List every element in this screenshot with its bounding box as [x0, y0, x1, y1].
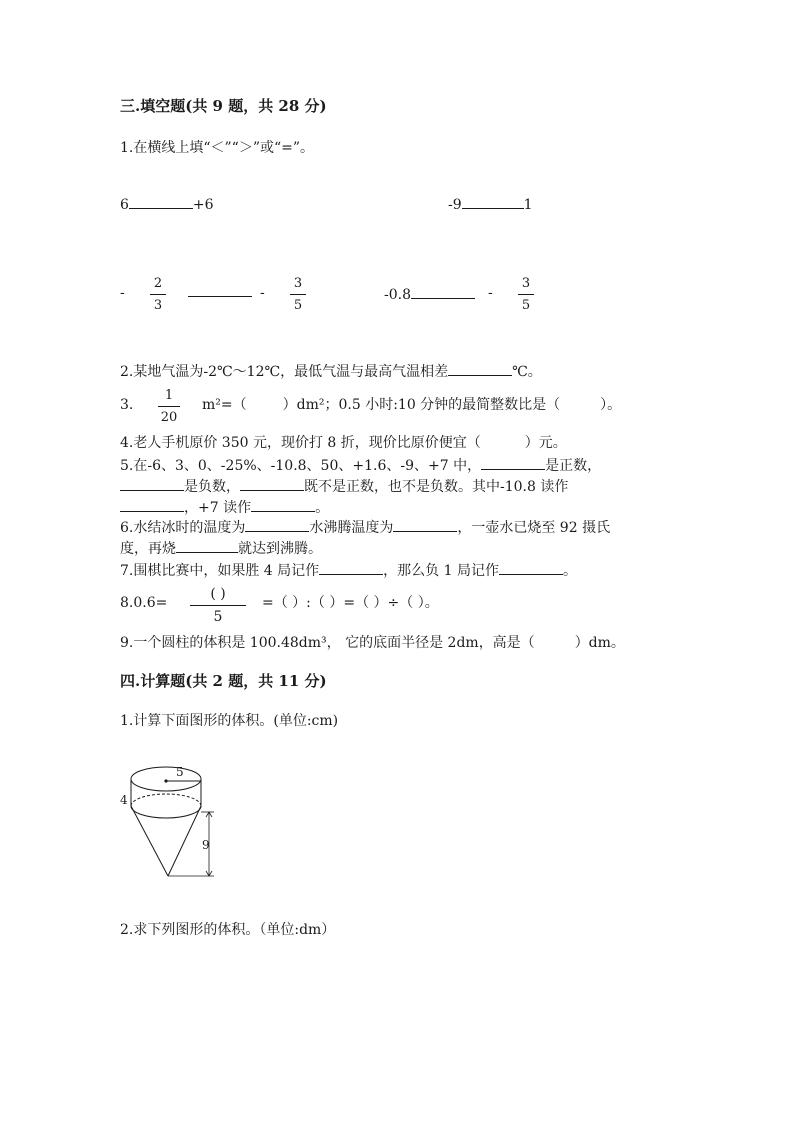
q1-a-right: +6 — [192, 197, 214, 213]
q1-a-left: 6 — [120, 197, 129, 213]
q5-line2 — [120, 478, 568, 494]
fraction-bar — [158, 406, 180, 407]
q7-t1: 7.围棋比赛中，如果胜 4 局记作 — [120, 563, 320, 579]
q6-blank1[interactable] — [245, 519, 309, 532]
q2-blank[interactable] — [448, 363, 512, 376]
q8-fraction — [190, 587, 246, 624]
q1-c-blank-wrap — [188, 284, 252, 300]
q5-line3a: ，+7 读作 — [184, 500, 252, 516]
fraction-bar — [518, 294, 534, 295]
q1-d-den: 5 — [521, 298, 531, 313]
q2 — [120, 363, 542, 379]
q5-line2a: 是负数， — [184, 479, 240, 495]
q8-rest: =（ ）:（ ）=（ ）÷（ ）。 — [262, 595, 439, 611]
cylinder-bottom-back — [131, 794, 201, 806]
q5-blank5[interactable] — [251, 499, 315, 512]
q2-unit: ℃。 — [512, 364, 542, 380]
q7-t3: 。 — [562, 563, 577, 579]
q1-b-right: 1 — [523, 197, 533, 213]
q1-d — [384, 286, 475, 302]
q5-line1b: 是正数， — [545, 458, 602, 474]
q5-line2b: 既不是正数，也不是负数。其中-10.8 读作 — [304, 479, 569, 495]
cone-height-label: 9 — [202, 838, 210, 852]
q1-b-left: -9 — [448, 197, 462, 213]
s4-q1: 1.计算下面图形的体积。(单位:cm) — [120, 713, 339, 729]
q7-t2: ，那么负 1 局记作 — [383, 563, 499, 579]
section4-title: 四.计算题(共 2 题，共 11 分) — [120, 672, 327, 690]
q1-stem: 1.在横线上填“＜”“＞”或“=”。 — [120, 140, 315, 156]
cylinder-bottom-front — [131, 806, 201, 818]
q1-c-den1: 3 — [153, 298, 163, 313]
q9 — [120, 636, 625, 650]
fraction-bar — [290, 294, 306, 295]
q5-line1a: 5.在-6、3、0、-25%、-10.8、50、+1.6、-9、+7 中， — [120, 458, 482, 474]
cylinder-height-label: 4 — [120, 793, 128, 807]
q6-line1b: 水沸腾温度为 — [309, 520, 394, 536]
q1-c-num2: 3 — [293, 276, 303, 291]
q1-d-minus: - — [488, 285, 493, 301]
q8-lead: 8.0.6= — [120, 595, 168, 611]
q3-t3: ）。 — [600, 397, 622, 413]
q3-number: 3. — [120, 397, 134, 413]
q1-c-minus2: - — [260, 285, 265, 301]
q9-t2: ）dm。 — [574, 635, 625, 651]
q5-blank2[interactable] — [120, 478, 184, 491]
q3-t1: m²=（ — [202, 397, 247, 413]
q3-text — [202, 398, 621, 412]
q8-frac-den: 5 — [213, 609, 223, 625]
q5-line1 — [120, 457, 601, 473]
q1-c-fraction1 — [150, 277, 166, 312]
q1-d-fraction — [518, 277, 534, 312]
q6-line1c: ，一壶水已烧至 92 摄氏 — [457, 520, 611, 536]
q7-blank1[interactable] — [319, 562, 383, 575]
q6-blank3[interactable] — [176, 540, 238, 553]
radius-label: 5 — [176, 765, 184, 779]
q6-line1 — [120, 519, 610, 535]
q1-d-num: 3 — [521, 276, 531, 291]
q1-d-blank[interactable] — [411, 286, 475, 299]
q4-t2: ）元。 — [524, 435, 567, 451]
cylinder-cone-figure — [114, 760, 224, 886]
q5-line3 — [120, 499, 329, 515]
fraction-bar — [150, 294, 166, 295]
q4-t1: 4.老人手机原价 350 元，现价打 8 折，现价比原价便宜（ — [120, 435, 481, 451]
q1-c-num1: 2 — [153, 276, 163, 291]
s4-q2: 2.求下列图形的体积。（单位:dm） — [120, 922, 336, 938]
q6-line1a: 6.水结冰时的温度为 — [120, 520, 246, 536]
q3-fraction — [158, 389, 180, 424]
q1-c-den2: 5 — [293, 298, 303, 313]
cylinder-top-ellipse — [131, 767, 201, 791]
q3-t2: ）dm²；0.5 小时:10 分钟的最简整数比是（ — [282, 397, 561, 413]
section3-title: 三.填空题(共 9 题，共 28 分) — [120, 97, 327, 115]
q3-frac-num: 1 — [164, 388, 174, 403]
q1-c-minus1: - — [120, 285, 125, 301]
q1-b-blank[interactable] — [462, 196, 524, 209]
q1-a-blank[interactable] — [129, 196, 193, 209]
q1-b — [448, 196, 533, 212]
q5-blank4[interactable] — [120, 499, 184, 512]
q1-c-blank[interactable] — [188, 284, 252, 297]
fraction-bar — [190, 605, 246, 606]
q7-blank2[interactable] — [499, 562, 563, 575]
q5-blank1[interactable] — [481, 457, 545, 470]
q1-d-left: -0.8 — [384, 287, 411, 303]
q6-line2a: 度，再烧 — [120, 541, 176, 557]
q8-frac-num[interactable]: ( ) — [210, 586, 226, 602]
q6-blank2[interactable] — [393, 519, 457, 532]
q9-t1: 9.一个圆柱的体积是 100.48dm³， 它的底面半径是 2dm，高是（ — [120, 635, 535, 651]
q6-line2 — [120, 540, 322, 556]
q1-a — [120, 196, 214, 212]
q7 — [120, 562, 577, 578]
q4 — [120, 436, 567, 450]
q1-c-fraction2 — [290, 277, 306, 312]
q3-frac-den: 20 — [160, 410, 178, 425]
q2-text: 2.某地气温为-2℃～12℃，最低气温与最高气温相差 — [120, 364, 449, 380]
q5-line3b: 。 — [315, 500, 330, 516]
q6-line2b: 就达到沸腾。 — [238, 541, 322, 557]
q5-blank3[interactable] — [240, 478, 304, 491]
